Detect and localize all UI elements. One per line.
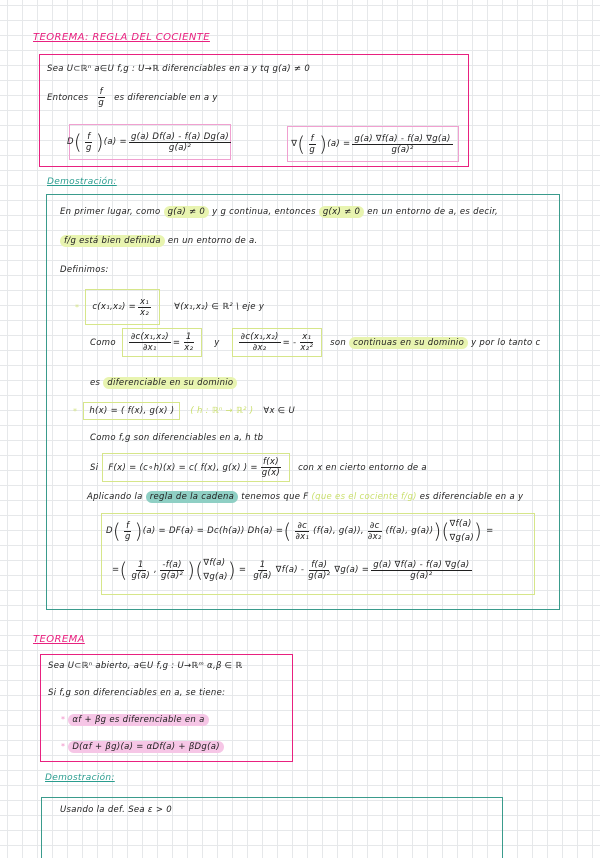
equals: = — [112, 565, 120, 575]
proof2-line1: Usando la def. Sea ε > 0 — [60, 805, 172, 815]
theorem2-box — [40, 654, 293, 762]
vector-entry: ∇f(a) — [449, 519, 472, 529]
fraction-den: g(a)² — [168, 142, 192, 153]
text: en un entorno de a, es decir, — [367, 207, 499, 217]
text: Como — [90, 337, 116, 348]
proof2-box — [41, 797, 503, 858]
fraction-num: f — [87, 131, 91, 142]
fraction-num: g(a) Df(a) - f(a) Dg(a) — [130, 131, 229, 142]
bullet-icon: * — [75, 302, 80, 312]
theorem2-bullet2 — [61, 742, 224, 752]
formula-grad-box — [287, 126, 459, 162]
fraction-den: g(a) — [131, 570, 150, 581]
paren-open: ( — [297, 132, 306, 156]
paren-open: ( — [195, 558, 204, 582]
proof1-para1 — [60, 207, 498, 217]
derivation-box — [101, 513, 535, 595]
proof1-para2 — [60, 236, 258, 246]
theorem2-line2: Si f,g son diferenciables en a, se tiene: — [48, 688, 226, 698]
highlight-linear-differentiable: αf + βg es diferenciable en a — [68, 714, 208, 726]
text: y g continua, entonces — [212, 207, 316, 217]
derivation-line1 — [106, 517, 494, 545]
h-def-box: h(x) = ( f(x), g(x) ) — [83, 402, 180, 420]
theorem1-title: TEOREMA: REGLA DEL COCIENTE — [33, 32, 210, 43]
fraction-den: ∂x₁ — [295, 531, 310, 542]
text: Si — [90, 462, 99, 473]
fraction — [159, 560, 185, 581]
paren-close: ) — [95, 130, 104, 154]
F-expression: F(x) = (c∘h)(x) = c( f(x), g(x) ) = — [108, 462, 258, 473]
bullet-icon: * — [73, 406, 78, 416]
text: con x en cierto entorno de a — [298, 462, 427, 473]
rhs-fraction — [352, 134, 452, 155]
equals: = — [238, 565, 247, 575]
f-over-g-fraction — [96, 87, 106, 108]
lhs-fraction — [307, 134, 317, 155]
highlight-differentiable: diferenciable en su dominio — [103, 377, 237, 389]
highlight-g-x-nonzero: g(x) ≠ 0 — [319, 206, 364, 218]
D-operator: D — [106, 526, 113, 536]
proof1-title: Demostración: — [47, 177, 117, 187]
comma: , — [153, 565, 157, 575]
nabla-operator: ∇ — [291, 139, 298, 149]
equals: = - — [282, 337, 297, 348]
si-F-line — [90, 453, 427, 482]
fraction-num: 1 — [185, 332, 192, 342]
aplicando-line — [87, 492, 523, 502]
fraction-num: f(a) — [311, 559, 328, 570]
fraction-num: g(a) ∇f(a) - f(a) ∇g(a) — [373, 559, 470, 570]
fraction-den: ∂x₂ — [252, 343, 267, 353]
partial-fraction — [239, 332, 281, 353]
text: Aplicando la — [87, 492, 143, 502]
proof2-title: Demostración: — [45, 773, 115, 783]
paren-close: ) — [227, 558, 236, 582]
c-def-box — [85, 289, 160, 325]
fraction-den: g — [309, 144, 316, 155]
paren-open: ( — [73, 130, 82, 154]
term: ∇g(a) = — [334, 565, 370, 575]
text: En primer lugar, como — [60, 207, 161, 217]
c-fraction — [138, 297, 151, 318]
text: es diferenciable en a y — [419, 492, 524, 502]
definimos-label: Definimos: — [60, 265, 109, 275]
rhs-fraction — [129, 132, 231, 153]
theorem2-title: TEOREMA — [33, 634, 85, 645]
fraction-num: ∂c — [297, 520, 308, 531]
text: en un entorno de a. — [167, 236, 258, 246]
fraction-den: g(a)² — [410, 570, 433, 581]
partial-fraction — [366, 521, 384, 542]
paren-open: ( — [441, 519, 450, 543]
fraction — [306, 560, 332, 581]
paren-open: ( — [119, 558, 128, 582]
D-operator: D — [67, 137, 74, 147]
paren-close: ) — [433, 519, 442, 543]
fraction-den: x₂ — [140, 307, 150, 318]
bullet-icon: * — [61, 715, 66, 724]
fraction-den: x₂² — [300, 343, 314, 353]
equals: = — [172, 337, 181, 348]
paren-open: ( — [112, 519, 121, 543]
result-fraction — [371, 560, 471, 581]
es-diferenciable-line — [90, 378, 237, 388]
partial-x1-box — [122, 328, 202, 357]
theorem2-bullet1 — [61, 715, 209, 725]
highlight-chain-rule: regla de la cadena — [146, 491, 239, 503]
paren-close: ) — [187, 558, 196, 582]
chain-rule-expr: (a) = DF(a) = Dc(h(a)) Dh(a) = — [142, 526, 284, 536]
fraction-den: g(a)² — [308, 570, 331, 581]
F-def-box — [102, 453, 290, 482]
fraction-num: ∂c — [369, 520, 380, 531]
fraction-den: ∂x₂ — [367, 531, 382, 542]
fraction-num: f — [310, 133, 314, 144]
paren-close: ) — [474, 519, 483, 543]
c-definition — [75, 289, 264, 325]
paren-open: ( — [283, 519, 292, 543]
fraction-num: f — [99, 87, 103, 97]
text: y — [214, 337, 220, 348]
fraction-num: f(x) — [263, 457, 279, 467]
partial-fraction — [129, 332, 171, 353]
partial-arg: (f(a), g(a)) — [385, 526, 434, 536]
lhs-fraction — [84, 132, 94, 153]
text: tenemos que F — [241, 492, 309, 502]
partial-arg: (f(a), g(a)), — [313, 526, 364, 536]
vector-entry: ∇g(a) — [203, 572, 228, 582]
fraction-num: g(a) ∇f(a) - f(a) ∇g(a) — [354, 133, 451, 144]
gradient-vector — [450, 517, 474, 545]
fraction-den: g(a)² — [391, 144, 414, 155]
partial-fraction — [293, 521, 311, 542]
text: y por lo tanto c — [471, 337, 541, 348]
term: ∇f(a) - — [275, 565, 305, 575]
fraction-den: x₂ — [184, 343, 194, 353]
derivation-line2 — [112, 556, 474, 584]
gradient-vector — [203, 556, 227, 584]
quotient-note: (que es el cociente f/g) — [311, 492, 417, 502]
paren-close: ) — [134, 519, 143, 543]
vector-entry: ∇f(a) — [203, 558, 226, 568]
theorem1-line2 — [47, 87, 218, 108]
fraction-den: g(a) — [253, 570, 272, 581]
highlight-well-defined: f/g está bien definida — [60, 235, 165, 247]
theorem1-line2-suffix: es diferenciable en a y — [114, 92, 218, 103]
lhs-suffix: (a) = — [327, 139, 351, 149]
fraction-num: x₁ — [140, 296, 150, 307]
proof1-box — [46, 194, 560, 610]
fraction-num: 1 — [259, 559, 266, 570]
highlight-linearity-formula: D(αf + βg)(a) = αDf(a) + βDg(a) — [68, 741, 224, 753]
h-definition — [73, 402, 295, 420]
equals: = — [486, 526, 494, 536]
lhs-suffix: (a) = — [103, 137, 127, 147]
theorem1-line2-prefix: Entonces — [47, 92, 89, 103]
fraction-num: ∂c(x₁,x₂) — [130, 332, 169, 342]
vector-entry: ∇g(a) — [449, 533, 474, 543]
fraction-num: ∂c(x₁,x₂) — [240, 332, 279, 342]
fraction-num: x₁ — [302, 332, 312, 342]
fraction-den: g — [85, 142, 92, 153]
highlight-g-a-nonzero: g(a) ≠ 0 — [164, 206, 210, 218]
como-partials-line — [90, 328, 541, 357]
h-domain: ∀x ∈ U — [263, 406, 296, 416]
fraction-num: f — [126, 520, 130, 531]
fraction-den: g — [98, 98, 105, 108]
text: son — [330, 337, 347, 348]
fraction-num: 1 — [137, 559, 144, 570]
result-fraction — [298, 332, 315, 353]
f-over-g-fraction — [260, 457, 282, 478]
c-domain: ∀(x₁,x₂) ∈ ℝ² \ eje y — [174, 302, 265, 312]
bullet-icon: * — [61, 742, 66, 751]
theorem1-box — [39, 54, 469, 167]
fraction-den: g — [124, 531, 131, 542]
fraction-den: g(a)² — [161, 570, 184, 581]
partial-x2-box — [232, 328, 323, 357]
result-fraction — [182, 332, 195, 353]
paren-close: ) — [319, 132, 328, 156]
fraction — [130, 560, 152, 581]
c-lhs: c(x₁,x₂) = — [92, 302, 137, 312]
highlight-continuous: continuas en su dominio — [349, 337, 468, 349]
theorem2-line1: Sea U⊂ℝⁿ abierto, a∈U f,g : U→ℝᵐ α,β ∈ ℝ — [48, 661, 243, 671]
como-fg-line: Como f,g son diferenciables en a, h tb — [90, 433, 264, 443]
fraction-den: ∂x₁ — [142, 343, 157, 353]
h-type-note: ( h : ℝⁿ → ℝ² ) — [190, 406, 254, 416]
fraction-den: g(x) — [261, 468, 281, 478]
fraction-num: -f(a) — [162, 559, 182, 570]
f-over-g-fraction — [123, 521, 133, 542]
fraction — [251, 560, 273, 581]
formula-D-box — [69, 124, 231, 160]
text: es — [90, 378, 101, 388]
theorem1-line1: Sea U⊂ℝⁿ a∈U f,g : U→ℝ diferenciables en a y tq g(a) ≠ 0 — [47, 64, 311, 74]
